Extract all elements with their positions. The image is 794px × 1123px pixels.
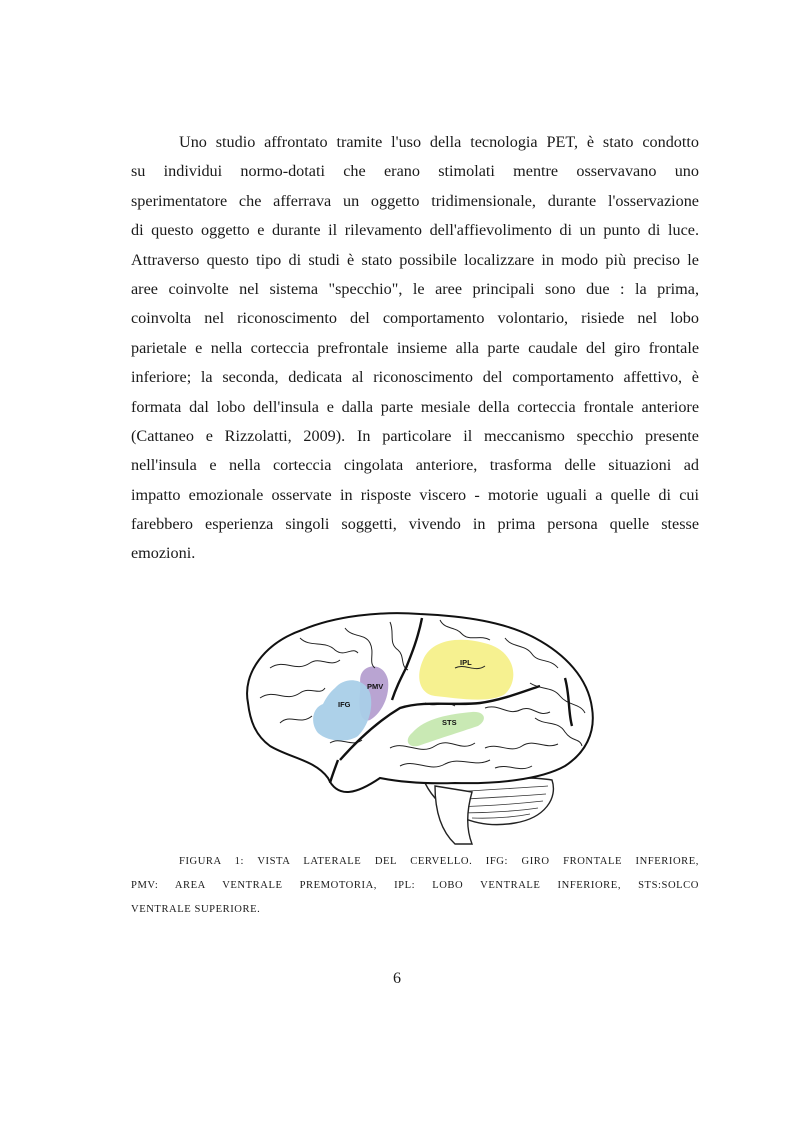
paragraph-line: farebbero esperienza singoli soggetti, vivendo in prima persona quelle stesse — [131, 515, 699, 534]
caption-line: PMV: AREA VENTRALE PREMOTORIA, IPL: LOBO VENTRALE INFERIORE, STS:SOLCO — [131, 880, 699, 891]
paragraph-line: parietale e nella corteccia prefrontale insieme alla parte caudale del giro frontale — [131, 338, 699, 357]
page-number: 6 — [393, 970, 401, 987]
paragraph-line: su individui normo-dotati che erano stimolati mentre osservavano uno — [131, 162, 699, 181]
label-ifg: IFG — [338, 700, 351, 709]
paragraph-line: di questo oggetto e durante il rilevamento dell'affievolimento di un punto di luce. — [131, 221, 699, 240]
paragraph-line: impatto emozionale osservate in risposte viscero - motorie uguali a quelle di cui — [131, 485, 699, 504]
label-sts: STS — [442, 718, 457, 727]
paragraph-line: (Cattaneo e Rizzolatti, 2009). In particolare il meccanismo specchio presente — [131, 426, 699, 445]
paragraph-line: coinvolta nel riconoscimento del comportamento volontario, risiede nel lobo — [131, 309, 699, 328]
paragraph-line: aree coinvolte nel sistema "specchio", le aree principali sono due : la prima, — [131, 279, 699, 298]
paragraph-line: Uno studio affrontato tramite l'uso della tecnologia PET, è stato condotto — [179, 133, 699, 151]
caption-line: FIGURA 1: VISTA LATERALE DEL CERVELLO. IFG: GIRO FRONTALE INFERIORE, — [179, 856, 699, 867]
paragraph-line: sperimentatore che afferrava un oggetto tridimensionale, durante l'osservazione — [131, 191, 699, 210]
paragraph-line: nell'insula e nella corteccia cingolata anteriore, trasforma delle situazioni ad — [131, 456, 699, 475]
paragraph-line: formata dal lobo dell'insula e dalla parte mesiale della corteccia frontale anteriore — [131, 397, 699, 416]
label-ipl: IPL — [460, 658, 472, 667]
brain-figure — [240, 608, 598, 846]
body-paragraph — [131, 128, 699, 569]
paragraph-line: emozioni. — [131, 544, 196, 563]
caption-line: VENTRALE SUPERIORE. — [131, 904, 261, 915]
paragraph-line: Attraverso questo tipo di studi è stato possibile localizzare in modo più preciso le — [131, 250, 699, 269]
paragraph-line: inferiore; la seconda, dedicata al riconoscimento del comportamento affettivo, è — [131, 368, 699, 387]
brainstem — [435, 786, 472, 844]
figure-caption — [131, 850, 699, 922]
label-pmv: PMV — [367, 682, 384, 691]
